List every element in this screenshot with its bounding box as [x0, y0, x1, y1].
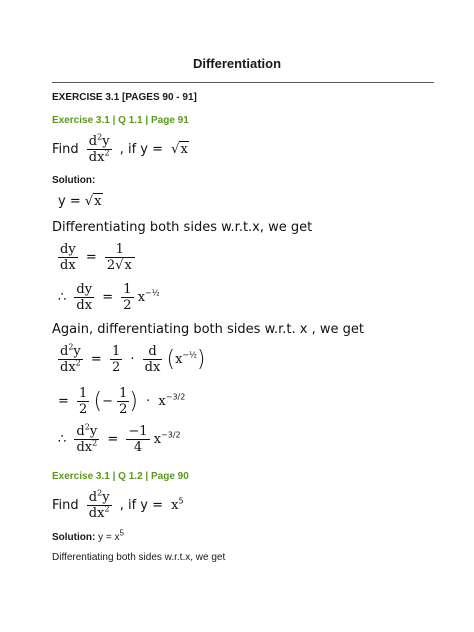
question-ref: Exercise 3.1 | Q 1.2 | Page 90: [52, 471, 189, 482]
equation-second-derivative-3: ∴ $\frac{d^2y}{dx^2}$ = $\frac{-1}{4}$ $x^{-3/2}$: [58, 422, 181, 455]
exercise-heading: EXERCISE 3.1 [PAGES 90 - 91]: [52, 92, 197, 103]
step-text-2: Again, differentiating both sides w.r.t. x , we get: [52, 322, 364, 337]
step-text-1: Differentiating both sides w.r.t.x, we get: [52, 220, 313, 235]
equation-dy-dx-1: $\frac{dy}{dx}$ = $\frac{1}{2√x}$: [58, 242, 135, 273]
question-statement: Find $\frac{d^2y}{dx^2}$ , if $y = x^5$: [52, 488, 184, 521]
question-statement: Find $\frac{d^2y}{dx^2}$ , if y = √x: [52, 132, 188, 165]
question-ref: Exercise 3.1 | Q 1.1 | Page 91: [52, 115, 189, 126]
equation-y-sqrt-x: y = √x: [58, 194, 102, 209]
solution-line: [52, 528, 124, 543]
equation-second-derivative-1: $\frac{d^2y}{dx^2}$ = $\frac{1}{2}$ · $\frac{d}{dx}$ $(x^{-\frac{1}{2}})$: [60, 342, 206, 375]
solution-equation: $y = x^5$: [98, 528, 124, 543]
equation-second-derivative-2: = $\frac{1}{2}$ (− $\frac{1}{2}$ ) · $x^{-3/2}$: [58, 386, 186, 417]
sqrt-x: √x: [171, 142, 188, 157]
step-text: Differentiating both sides w.r.t.x, we get: [52, 552, 226, 563]
solution-label: Solution:: [52, 175, 96, 186]
title-divider: [52, 82, 434, 83]
page-title: Differentiation: [192, 56, 282, 71]
equation-dy-dx-2: ∴ $\frac{dy}{dx}$ = $\frac{1}{2}$ $x^{-\frac{1}{2}}$: [58, 282, 160, 313]
solution-label: Solution:: [52, 532, 96, 543]
second-derivative-fraction: $\frac{d^2y}{dx^2}$: [88, 132, 110, 165]
